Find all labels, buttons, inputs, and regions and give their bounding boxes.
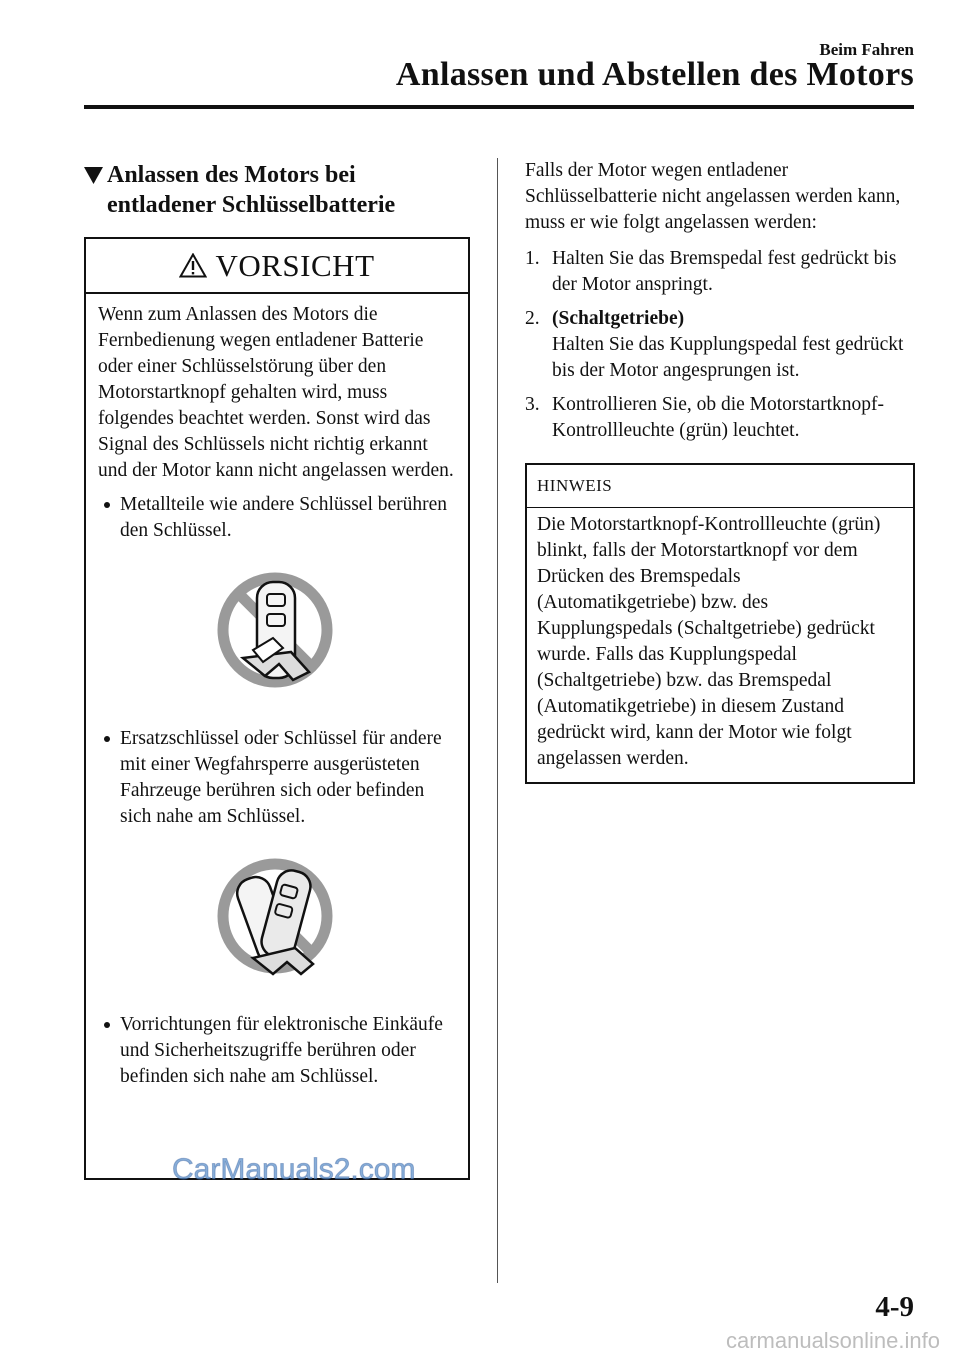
bullet-dot <box>104 1022 110 1028</box>
footer-watermark: carmanualsonline.info <box>725 1328 940 1353</box>
caution-bullet-text: Ersatzschlüssel oder Schlüssel für andere mit einer Wegfahrsperre ausgerüsteten Fahrzeuge berühren sich oder befinden sich nahe am Schlüssel. <box>120 728 442 827</box>
caution-header <box>86 239 468 294</box>
hint-text: Die Motorstartknopf-Kontrollleuchte (grün) blinkt, falls der Motorstartknopf vor dem Drücken des Bremspedals (Automatikgetriebe) bzw. des Kupplungspedals (Schaltgetriebe) gedrückt wurde. Falls das Kupplungspedal (Schaltgetriebe) bzw. das Bremspedal (Automatikgetriebe) in diesem Zustand gedrückt wird, kann der Motor wie folgt angelassen werden. <box>537 514 881 769</box>
page-title: Anlassen und Abstellen des Motors <box>395 56 914 93</box>
bullet-dot <box>104 502 110 508</box>
caution-bullet <box>98 1012 458 1090</box>
intro-paragraph: Falls der Motor wegen entladener Schlüsselbatterie nicht angelassen werden kann, muss er wie folgt angelassen werden: <box>525 160 901 233</box>
step-text: Halten Sie das Bremspedal fest gedrückt bis der Motor anspringt. <box>552 248 897 295</box>
hint-box <box>525 463 915 784</box>
watermark-logo: CarManuals2.com <box>172 1153 416 1186</box>
column-divider <box>497 158 498 1283</box>
step-number: 2. <box>525 308 540 329</box>
step-text: Halten Sie das Kupplungspedal fest gedrückt bis der Motor angesprungen ist. <box>552 334 904 381</box>
warning-icon <box>179 253 207 278</box>
step-number: 1. <box>525 248 540 269</box>
key-touch-illustration <box>98 568 458 708</box>
step-text: Kontrollieren Sie, ob die Motorstartknopf-Kontrollleuchte (grün) leuchtet. <box>552 394 884 441</box>
triangle-down-icon <box>84 167 103 184</box>
hint-title: HINWEIS <box>527 465 913 508</box>
spare-key-illustration <box>98 854 458 994</box>
section-heading-line2: entladener Schlüsselbatterie <box>107 192 396 218</box>
caution-title: VORSICHT <box>215 247 375 283</box>
chapter-label: Beim Fahren <box>819 40 914 59</box>
section-heading <box>84 160 484 220</box>
step-item <box>525 246 915 298</box>
section-heading-line1: Anlassen des Motors bei <box>107 162 356 188</box>
step-number: 3. <box>525 394 540 415</box>
bullet-dot <box>104 736 110 742</box>
step-item <box>525 392 915 444</box>
right-column <box>525 158 915 784</box>
step-item <box>525 306 915 384</box>
caution-bullet <box>98 726 458 830</box>
caution-bullet-text: Vorrichtungen für elektronische Einkäufe und Sicherheitszugriffe berühren oder befinden sich nahe am Schlüssel. <box>120 1014 443 1087</box>
caution-bullet <box>98 492 458 544</box>
header-rule <box>84 105 914 109</box>
caution-paragraph: Wenn zum Anlassen des Motors die Fernbedienung wegen entladener Batterie oder einer Schlüsselstörung über den Motorstartknopf gehalten wird, muss folgendes beachtet werden. Sonst wird das Signal des Schlüssels nicht richtig erkannt und der Motor kann nicht angelassen werden. <box>98 304 454 481</box>
caution-box <box>84 237 470 1180</box>
step-heading: (Schaltgetriebe) <box>552 308 685 329</box>
page-number: 4-9 <box>875 1291 914 1323</box>
caution-bullet-text: Metallteile wie andere Schlüssel berühren den Schlüssel. <box>120 494 448 541</box>
